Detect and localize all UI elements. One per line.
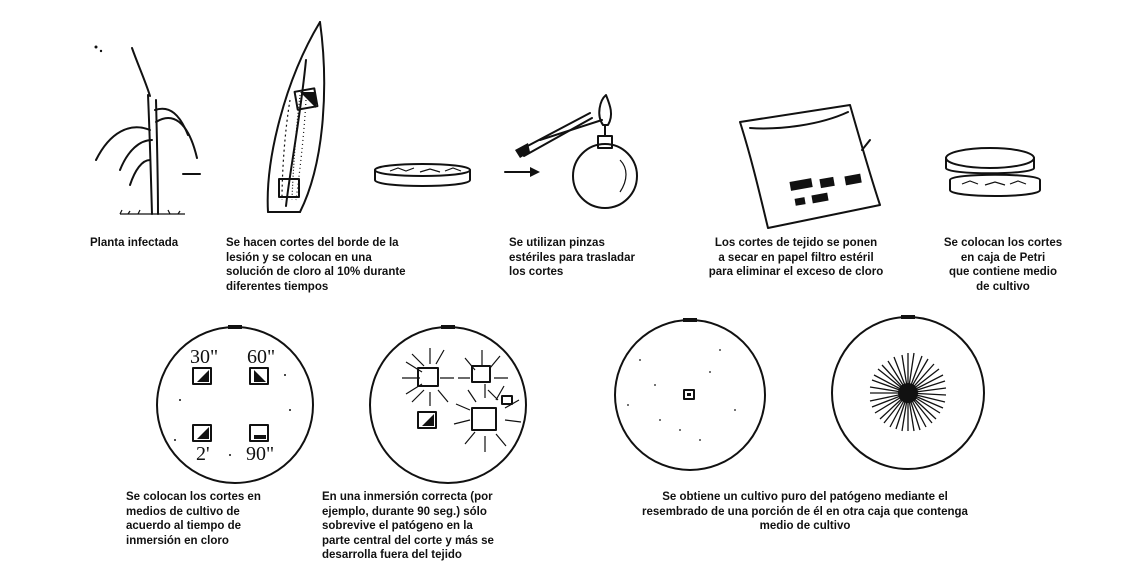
pathogen-growth-dish-illustration: [370, 325, 526, 483]
infected-plant-illustration: [95, 46, 201, 215]
pure-culture-dish-illustration: [832, 315, 984, 469]
chlorine-dish-illustration: [375, 164, 470, 186]
leaf-lesion-illustration: [268, 22, 324, 212]
tweezers-burner-illustration: [515, 95, 637, 208]
caption-petri-dish: Se colocan los cortes en caja de Petri que contiene medio de cultivo: [943, 237, 1063, 293]
arrow-right-icon: [505, 167, 540, 177]
caption-pure-culture: Se obtiene un cultivo puro del patógeno mediante el resembrado de una porción de él en otra caja que contenga medio de cultivo: [642, 491, 968, 533]
time-label-90s: 90": [246, 443, 275, 465]
timed-cuts-dish-illustration: [157, 325, 313, 483]
time-label-60s: 60": [247, 346, 276, 368]
filter-paper-illustration: [740, 105, 880, 228]
time-label-30s: 30": [190, 346, 219, 368]
transfer-dish-illustration: [615, 318, 765, 470]
time-label-2m: 2': [196, 443, 210, 465]
caption-timed-cuts: Se colocan los cortes en medios de cultivo de acuerdo al tiempo de inmersión en cloro: [126, 491, 261, 547]
caption-tweezers: Se utilizan pinzas estériles para trasladar los cortes: [509, 237, 635, 279]
petri-dish-illustration: [946, 148, 1040, 196]
caption-correct-immersion: En una inmersión correcta (por ejemplo, durante 90 seg.) sólo sobrevive el patógeno en la parte central del corte y más se desarrolla fuera del tejido: [322, 491, 494, 562]
caption-infected-plant: Planta infectada: [90, 237, 179, 249]
caption-leaf-cuts: Se hacen cortes del borde de la lesión y se colocan en una solución de cloro al 10% durante diferentes tiempos: [226, 237, 406, 293]
caption-filter-paper: Los cortes de tejido se ponen a secar en papel filtro estéril para eliminar el exceso de cloro: [708, 237, 884, 279]
